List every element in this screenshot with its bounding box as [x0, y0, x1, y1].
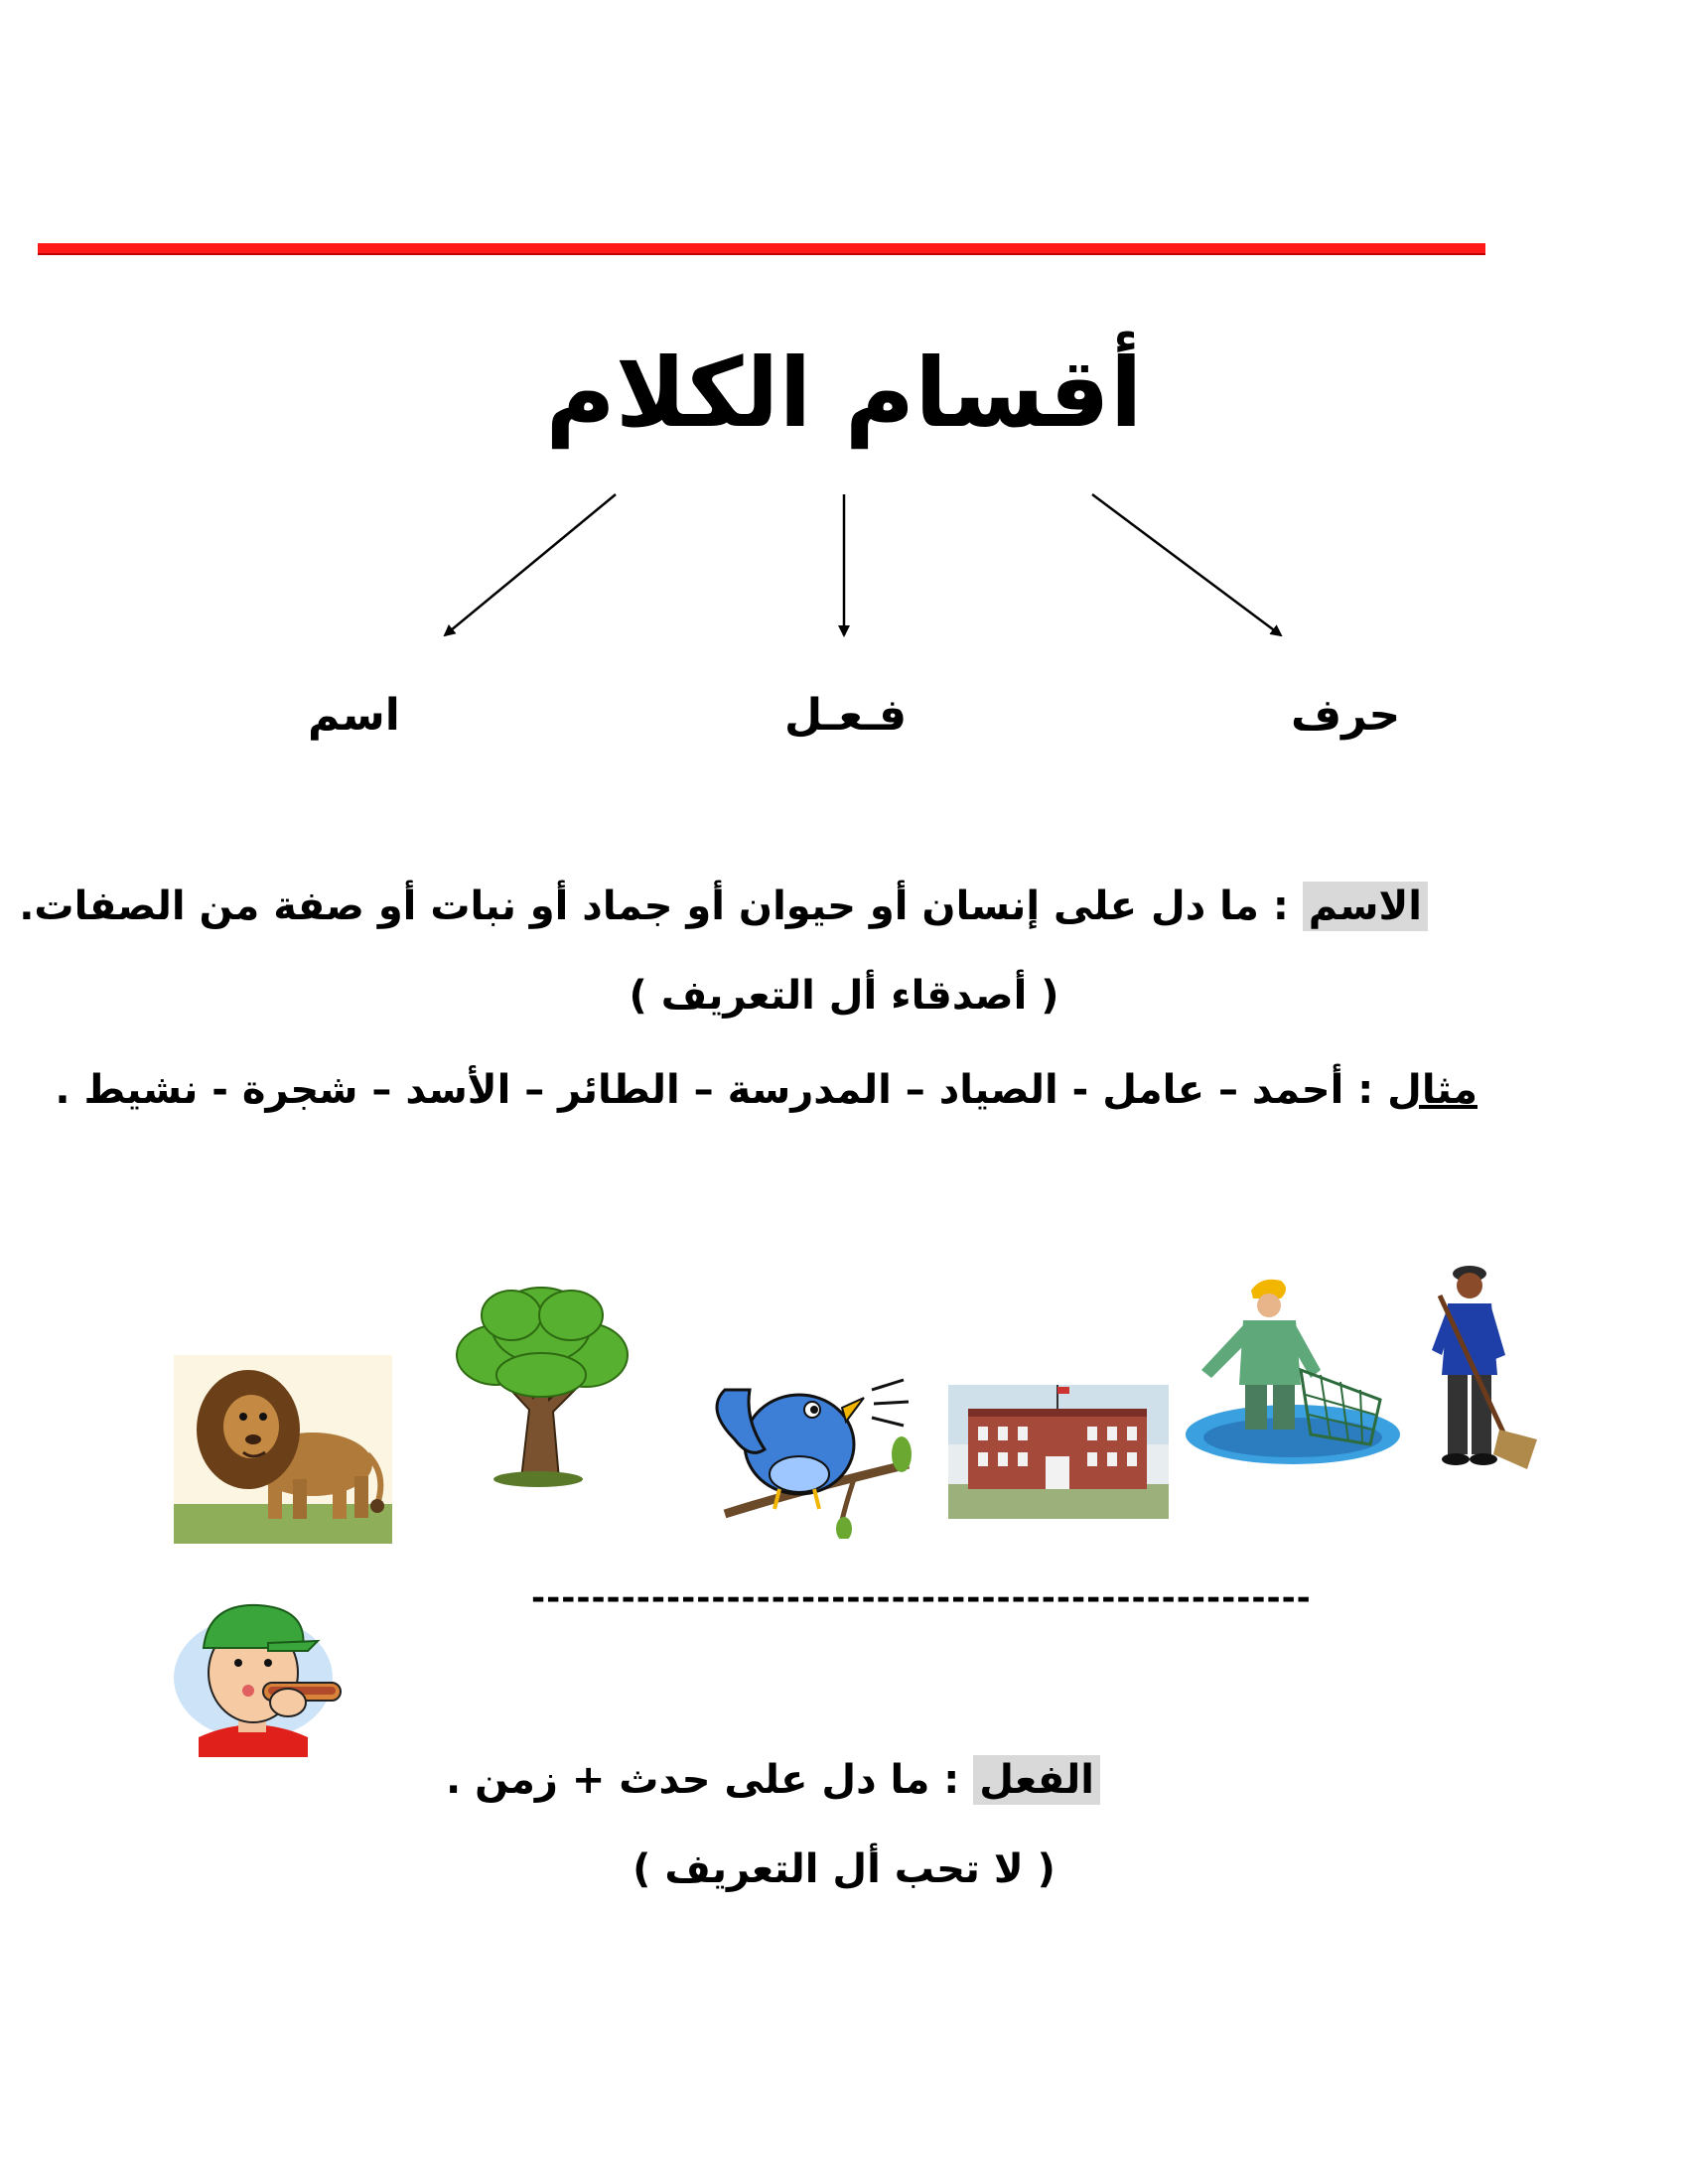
- verb-definition-line: [446, 1757, 1100, 1803]
- boy-eating-icon: [169, 1593, 350, 1757]
- part-fel: فـعـل: [784, 690, 907, 741]
- noun-term: الاسم: [1303, 882, 1428, 931]
- part-ism: اسم: [308, 690, 400, 741]
- bird-icon: [695, 1350, 918, 1539]
- tree-icon: [442, 1281, 635, 1489]
- section-divider: ----------------------------------------------------: [531, 1578, 1312, 1618]
- lion-icon: [174, 1355, 392, 1544]
- noun-note: ( أصدقاء أل التعريف ): [629, 973, 1059, 1019]
- noun-example-line: [55, 1067, 1477, 1113]
- noun-definition: : ما دل على إنسان أو حيوان أو جماد أو نبات أو صفة من الصفات.: [19, 884, 1303, 929]
- verb-definition: : ما دل على حدث + زمن .: [446, 1757, 974, 1803]
- worker-icon: [1420, 1256, 1544, 1479]
- noun-example-text: : أحمد – عامل - الصياد – المدرسة – الطائر – الأسد – شجرة - نشيط .: [55, 1067, 1388, 1113]
- page-title: أقسام الكلام: [545, 338, 1143, 449]
- part-harf: حرف: [1291, 690, 1401, 741]
- arrows-diagram: [0, 0, 1688, 695]
- verb-note: ( لا تحب أل التعريف ): [633, 1846, 1055, 1892]
- noun-example-label: مثال: [1387, 1067, 1477, 1113]
- noun-definition-line: [19, 884, 1428, 929]
- verb-term: الفعل: [973, 1755, 1100, 1805]
- arrow-to-harf: [1092, 494, 1281, 635]
- school-icon: [948, 1385, 1169, 1519]
- arrow-to-ism: [445, 494, 616, 635]
- fisherman-icon: [1182, 1271, 1405, 1469]
